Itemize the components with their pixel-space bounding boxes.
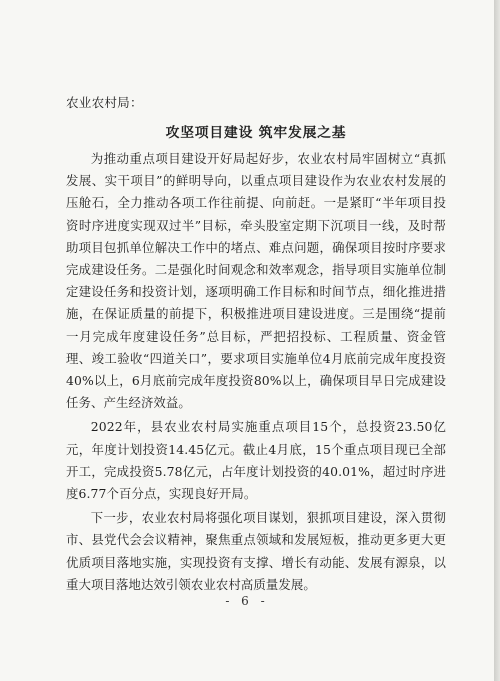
- paragraph-3: 下一步，农业农村局将强化项目谋划，狠抓项目建设，深入贯彻市、县党代会会议精神，聚焦重点领域和发展短板，推动更多更大更优质项目落地实施，实现投资有支撑、增长有动能、发展有源泉，以重大项目落地达效引领农业农村高质量发展。: [66, 510, 446, 592]
- article-title: 攻坚项目建设 筑牢发展之基: [165, 125, 347, 141]
- paragraph-1: 为推动重点项目建设开好局起好步，农业农村局牢固树立“真抓发展、实干项目”的鲜明导向，以重点项目建设作为农业农村发展的压舱石，全力推动各项工作往前提、向前赶。一是紧盯“半年项目投资时序进度实现双过半”目标，牵头股室定期下沉项目一线，及时帮助项目包抓单位解决工作中的堵点、难点问题，确保项目按时序要求完成建设任务。二是强化时间观念和效率观念，指导项目实施单位制定建设任务和投资计划，逐项明确工作目标和时间节点，细化推进措施，在保证质量的前提下，积极推进项目建设进度。三是围绕“提前一月完成年度建设任务”总目标，严把招投标、工程质量、资金管理、竣工验收“四道关口”，要求项目实施单位4月底前完成年度投资40%以上，6月底前完成年度投资80%以上，确保项目早日完成建设任务、产生经济效益。: [66, 151, 446, 411]
- department-heading: 农业农村局：: [66, 95, 143, 110]
- document-body: [66, 92, 446, 598]
- paragraph-2: 2022年，县农业农村局实施重点项目15个，总投资23.50亿元，年度计划投资14.45亿元。截止4月底，15个重点项目现已全部开工，完成投资5.78亿元，占年度计划投资的40.01%，超过时序进度6.77个百分点，实现良好开局。: [66, 419, 446, 502]
- page-edge: [494, 0, 500, 681]
- page-number: - 6 -: [225, 594, 269, 608]
